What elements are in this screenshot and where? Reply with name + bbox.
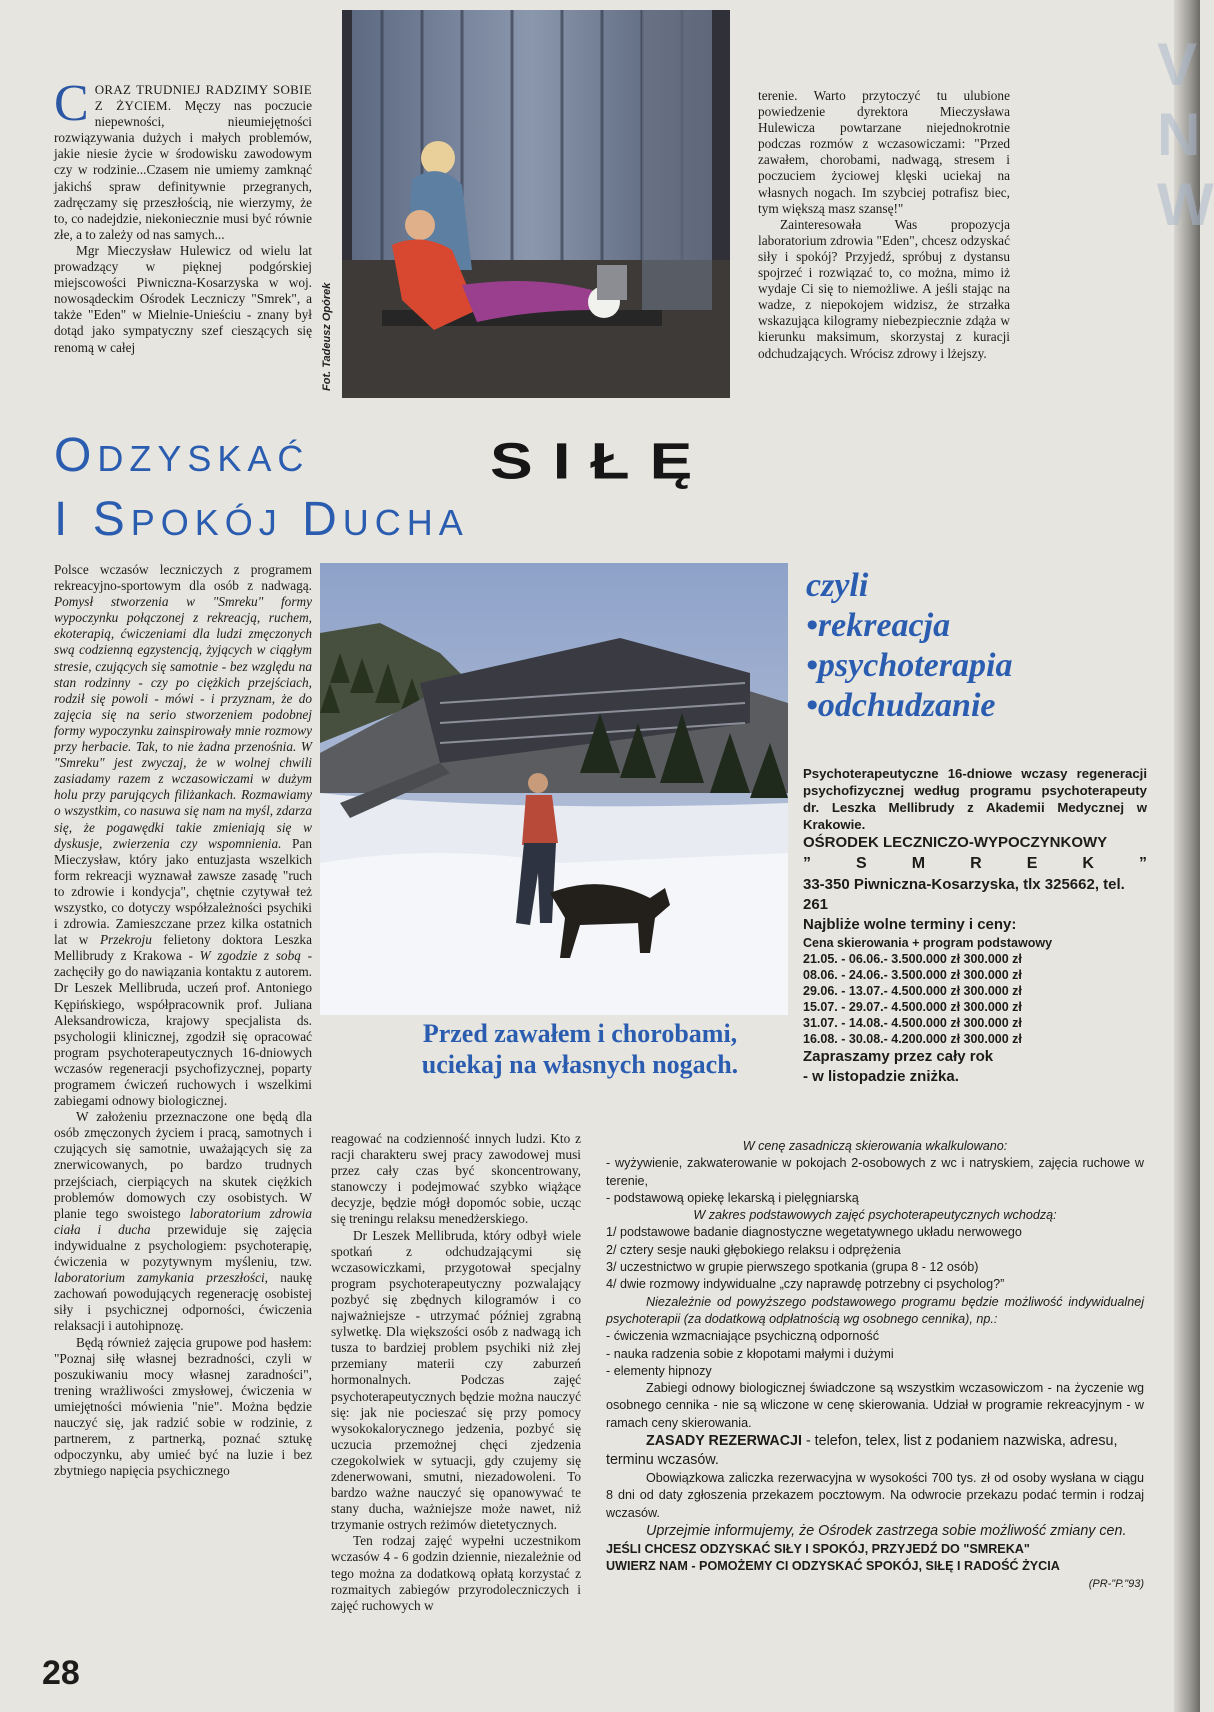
column-a-paragraph-2: W założeniu przeznaczone one będą dla osób zmęczonych życiem i pracą, samotnych i czujących się samotnie, uważających się za znerwicowanych, po bardzo trudnych przejściach, cierpiących na skutek ciężkich problemów domowych czy osobistych. W planie tego swoistego laboratorium zdrowia ciała i ducha przewiduje się zajęcia indywidualne z psychologiem: psychoterapię, ćwiczenia w pozytywnym myśleniu, tzw. laboratorium zamykania przeszłości, naukę zachowań powodujących regenerację osobistej siły i psychicznej odporności, ćwiczenia relaksacji i autohipnozę.: [54, 1109, 312, 1334]
subtitle-czyli: czyli: [806, 567, 869, 604]
right-top-paragraph-1: terenie. Warto przytoczyć tu ulubione powiedzenie dyrektora Mieczysława Hulewicza powtarzane niejednokrotnie podczas rozmów z wczasowiczami: "Przed zawałem, chorobami, nadwagą, stresem i poczuciem życiowej klęski uciekaj na własnych nogach. Im szybciej potrafisz biec, tym większą masz szansę!": [758, 88, 1010, 216]
details-line: - podstawową opiekę lekarską i pielęgniarską: [606, 1190, 859, 1205]
extra-item: - nauka radzenia sobie z kłopotami małymi i dużymi: [606, 1346, 894, 1361]
price-header: Cena skierowania + program podstawowy: [803, 936, 1053, 950]
invite-line-2: - w listopadzie zniżka.: [803, 1068, 959, 1085]
extra-item: - ćwiczenia wzmacniające psychiczną odporność: [606, 1329, 879, 1344]
gym-photo: [342, 10, 730, 398]
offer-details: [606, 1138, 1144, 1593]
smrek-illustration: [320, 563, 788, 1015]
right-top-paragraph-2: Zainteresowała Was propozycja laboratorium zdrowia "Eden", chcesz odzyskać siły i spokój? Przyjedź, spróbuj z dystansu spojrzeć i rozwiązać to, co można, mimo iż wydaje Ci się to niemożliwe. A jeśli stając na wadze, z niepokojem widzisz, że strzałka wskazująca kilogramy niebezpiecznie zdąża w kierunku maksimum, skorzystaj z kuracji odchudzających. Wrócisz zdrowy i lżejszy.: [758, 216, 1010, 361]
subtitle-odchudzanie: •odchudzanie: [806, 687, 996, 724]
subtitle-psychoterapia: •psychoterapia: [806, 647, 1013, 684]
headline-big-word: SIŁĘ: [490, 432, 713, 490]
offer-intro: Psychoterapeutyczne 16-dniowe wczasy regeneracji psychofizycznej według programu psychoterapeuty dr. Leszka Mellibrudy z Akademii Medycznej w Krakowie.: [803, 766, 1147, 832]
subtitle-list: [806, 566, 1012, 726]
headline-initial-s: S: [92, 493, 131, 546]
deposit-note: Obowiązkowa zaliczka rezerwacyjna w wysokości 700 tys. zł od osoby wysłana w ciągu 8 dni od daty zgłoszenia przekazem pocztowym. Na odwrocie przekazu podać termin i rodzaj wczasów.: [606, 1471, 1144, 1520]
right-top-column: [758, 88, 1010, 362]
center-name: OŚRODEK LECZNICZO-WYPOCZYNKOWY: [803, 834, 1108, 851]
photo-credit: Fot. Tadeusz Opórek: [321, 282, 333, 391]
cta-line-1: JEŚLI CHCESZ ODZYSKAĆ SIŁY I SPOKÓJ, PRZYJEDŹ DO "SMREKA": [606, 1541, 1030, 1556]
reservation-rules: ZASADY REZERWACJI - telefon, telex, list z podaniem nazwiska, adresu, terminu wczasów.: [606, 1433, 1118, 1469]
details-line: - wyżywienie, zakwaterowanie w pokojach 2-osobowych z wc i natryskiem, zajęcia ruchowe w terenie,: [606, 1156, 1144, 1188]
price-row: 31.07. - 14.08.- 4.500.000 zł 300.000 zł: [803, 1016, 1022, 1030]
drop-cap: C: [54, 75, 89, 132]
smrek-spaced: ” S M R E K ”: [803, 855, 1147, 872]
details-heading-1: W cenę zasadniczą skierowania wkalkulowano:: [742, 1139, 1008, 1153]
price-row: 08.06. - 24.06.- 3.500.000 zł 300.000 zł: [803, 968, 1022, 982]
column-a-paragraph-3: Będą również zajęcia grupowe pod hasłem: "Poznaj siłę własnej bezradności, czyli w poszukiwaniu mocy własnej zaradności", trening wrażliwości zmysłowej, ćwiczenia w umiejętności mówienia "nie". Można będzie nauczyć się, jak radzić sobie w rodzinie, z partnerem, z partnerką, poznać sztukę odpoczynku, aby umieć być na luzie i bez zbytniego napięcia psychicznego: [54, 1334, 312, 1479]
adjacent-page-bleed: V N W: [1157, 31, 1214, 238]
price-row: 21.05. - 06.06.- 3.500.000 zł 300.000 zł: [803, 952, 1022, 966]
article-column-b: [331, 1131, 581, 1614]
intro-paragraph-2: Mgr Mieczysław Hulewicz od wielu lat prowadzący w pięknej podgórskiej miejscowości Piwniczna-Kosarzyska w woj. nowosądeckim Ośrodek Leczniczy "Smrek", a także "Eden" w Mielnie-Unieściu - znany był dotąd jako sympatyczny szef cieszących się renomą w całej: [54, 242, 312, 355]
headline-initial-d: D: [302, 493, 343, 546]
intro-paragraph-1: [54, 75, 312, 243]
extra-item: - elementy hipnozy: [606, 1363, 712, 1378]
price-row: 29.06. - 13.07.- 4.500.000 zł 300.000 zł: [803, 984, 1022, 998]
intro-text: Męczy nas poczucie niepewności, nieumiejętności rozwiązywania dużych i małych problemów, jakie niesie życie w środowisku zawodowym czy w rodzinie...Czasem nie umiemy zamknąć jakichś spraw definitywnie przegranych, zadręczamy się przeszłością, nie wierzymy, że to, co nadejdzie, niekoniecznie musi być równie złe, a to zależy od nas samych...: [54, 98, 312, 242]
extra-therapy: Niezależnie od powyższego podstawowego programu będzie możliwość indywidualnej psychoterapii (za dodatkową odpłatnością wg osobnego cennika), np.:: [606, 1294, 1144, 1326]
treatments-note: Zabiegi odnowy biologicznej świadczone są wszystkim wczasowiczom - na życzenie wg osobnego cennika - nie są wliczone w cenę skierowania. Udział w programie rekreacyjnym - w ramach ceny skierowania.: [606, 1381, 1144, 1430]
headline-line-2: [54, 492, 469, 547]
ad-credit: (PR-"P."93): [1088, 1577, 1144, 1590]
program-item: 2/ cztery sesje nauki głębokiego relaksu i odprężenia: [606, 1242, 901, 1257]
column-a-paragraph-1: Polsce wczasów leczniczych z programem rekreacyjno-sportowym dla osób z nadwagą. Pomysł stworzenia w "Smreku" formy wypoczynku połączonej z rekreacją, ruchem, ekoterapią, ćwiczeniami dla ludzi zmęczonych swą codzienną egzystencją, żyjących w ciągłym stresie, czujących się samotnie - bez względu na stan rodzinny - czy po ciężkich przejściach, rodził się powoli - mówi - i przyznam, że do zajęcia się na serio stworzeniem podobnej formy wypoczynku zainspirowały mnie rozmowy przy herbacie. Tak, to nie żadna przenośnia. W "Smreku" jest zwyczaj, że w wolnej chwili zasiadamy razem z wczasowiczami w dużym holu przy parujących filiżankach. Rozmawiamy o wszystkim, co nasuwa się nam na myśl, zdarza się, że pogawędki takie zmieniają się w dyskusje, zwierzenia czy wspomnienia. Pan Mieczysław, który jako entuzjasta wszelkich form rekreacji wyznawał zawsze zasadę "ruch to zdrowie i kondycja", chętnie czytywał też wszystko, co dotyczy współzależności psychiki i zdrowia. Zamieszczane przez kilka ostatnich lat w Przekroju felietony doktora Leszka Mellibrudy z Krakowa - W zgodzie z sobą - zachęciły go do nawiązania kontaktu z autorem. Dr Leszek Mellibruda, uczeń prof. Antoniego Kępińskiego, współpracownik prof. Juliana Aleksandrowicza, krajowy specjalista ds. psychologii klinicznej, zgodził się opracować program psychoterapeutycznych 16-dniowych wczasów regeneracji psychofizycznej, poparty programem ćwiczeń ruchowych i wszelkimi zabiegami odnowy biologicznej.: [54, 562, 312, 1109]
center-address: 33-350 Piwniczna-Kosarzyska, tlx 325662, tel. 261: [803, 876, 1125, 913]
smrek-photo: [320, 563, 788, 1015]
headline-initial: O: [54, 429, 98, 482]
price-row: 16.08. - 30.08.- 4.200.000 zł 300.000 zł: [803, 1032, 1022, 1046]
column-b-paragraph-1: reagować na codzienność innych ludzi. Kto z racji charakteru swej pracy zawodowej musi przez cały czas być skoncentrowany, stanowczy i podejmować szybko wiążące decyzje, będzie mógł dopomóc sobie, ucząc się treningu relaksu menedżerskiego.: [331, 1131, 581, 1227]
headline-word-spokoj: POKÓJ: [130, 502, 283, 543]
cta-line-2: UWIERZ NAM - POMOŻEMY CI ODZYSKAĆ SPOKÓJ, SIŁĘ I RADOŚĆ ŻYCIA: [606, 1559, 1060, 1574]
intro-paragraphs: [54, 75, 312, 356]
column-b-paragraph-2: Dr Leszek Mellibruda, który odbył wiele spotkań z odchudzającymi się wczasowiczkami, przygotował specjalny program psychoterapeutyczny pozwalający pozbyć się zbędnych kilogramów i co najważniejsze - utrzymać później zgrabną sylwetkę. Dla większości osób z nadwagą ich tusza to bardziej problem psychiki niż złej przemiany materii czy zaburzeń hormonalnych. Podczas zajęć psychoterapeutycznych będzie można nauczyć się: jak nie pocieszać się przy pomocy wysokokalorycznego jedzenia, pozbyć się uczucia przemożnej chęci zjedzenia czegokolwiek w sytuacji, gdy czujemy się zdenerwowani, smutni, niezadowoleni. To bardzo ważne nauczyć się opanowywać te stany ducha, ważniejsze może nawet, niż trzymanie ostrych reżimów dietetycznych.: [331, 1227, 581, 1533]
details-heading-2: W zakres podstawowych zajęć psychoterapeutycznych wchodzą:: [693, 1208, 1057, 1223]
page-number: 28: [42, 1654, 80, 1692]
headline-word-i: I: [54, 493, 74, 546]
price-change-note: Uprzejmie informujemy, że Ośrodek zastrzega sobie możliwość zmiany cen.: [646, 1522, 1127, 1539]
gym-illustration: [342, 10, 730, 398]
photo-caption: Przed zawałem i chorobami, uciekaj na własnych nogach.: [421, 1019, 739, 1079]
program-item: 4/ dwie rozmowy indywidualne „czy naprawdę potrzebny ci psycholog?”: [606, 1277, 1005, 1292]
offer-box: [803, 765, 1147, 1087]
price-row: 15.07. - 29.07.- 4.500.000 zł 300.000 zł: [803, 1000, 1022, 1014]
invite-line-1: Zapraszamy przez cały rok: [803, 1048, 994, 1065]
headline-word-ducha: UCHA: [342, 502, 469, 543]
column-b-paragraph-3: Ten rodzaj zajęć wypełni uczestnikom wczasów 4 - 6 godzin dziennie, niezależnie od tego można za dodatkową opłatą korzystać z rozmaitych zabiegów przyrodoleczniczych i zajęć ruchowych w: [331, 1533, 581, 1613]
terms-title: Najbliże wolne terminy i ceny:: [803, 916, 1017, 933]
program-item: 1/ podstawowe badanie diagnostyczne wegetatywnego układu nerwowego: [606, 1225, 1022, 1240]
intro-caps: ORAZ TRUDNIEJ RADZIMY SOBIE Z ŻYCIEM.: [94, 82, 312, 114]
program-item: 3/ uczestnictwo w grupie pierwszego spotkania (grupa 8 - 12 osób): [606, 1260, 979, 1275]
headline-word: DZYSKAĆ: [97, 438, 310, 479]
article-column-a: [54, 562, 312, 1479]
subtitle-rekreacja: •rekreacja: [806, 607, 951, 644]
headline-line-1: [54, 428, 309, 483]
